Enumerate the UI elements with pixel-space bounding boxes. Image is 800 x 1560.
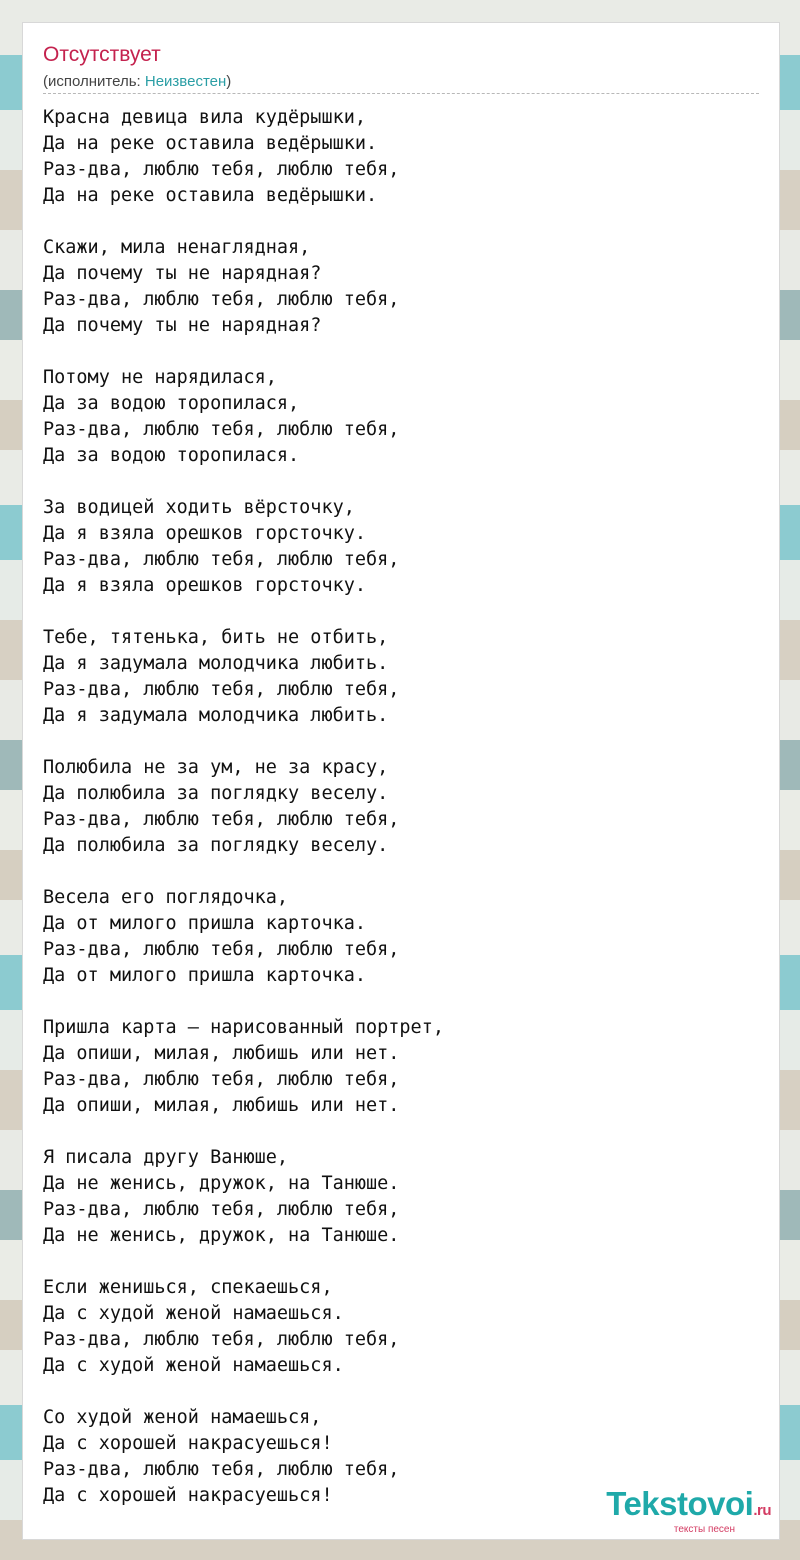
title-divider [43,93,759,94]
artist-link[interactable]: Неизвестен [144,73,227,90]
lyrics-text: Красна девица вила кудёрышки, Да на реке оставила ведёрышки. Раз-два, люблю тебя, люблю тебя, Да на реке оставила ведёрышки. Скажи, мила ненаглядная, Да почему ты не нарядная? Раз-два, люблю тебя, люблю тебя, Да почему ты не нарядная? Потому не нарядилася, Да за водою торопилася, Раз-два, люблю тебя, люблю тебя, Да за водою торопилася. За водицей ходить вёрсточку, Да я взяла орешков горсточку. Раз-два, люблю тебя, люблю тебя, Да я взяла орешков горсточку. Тебе, тятенька, бить не отбить, Да я задумала молодчика любить. Раз-два, люблю тебя, люблю тебя, Да я задумала молодчика любить. Полюбила не за ум, не за красу, Да полюбила за поглядку веселу. Раз-два, люблю тебя, люблю тебя, Да полюбила за поглядку веселу. Весела его поглядочка, Да от милого пришла карточка. Раз-два, люблю тебя, люблю тебя, Да от милого пришла карточка. Пришла карта — нарисованный портрет, Да опиши, милая, любишь или нет. Раз-два, люблю тебя, люблю тебя, Да опиши, милая, любишь или нет. Я писала другу Ванюше, Да не женись, дружок, на Танюше. Раз-два, люблю тебя, люблю тебя, Да не женись, дружок, на Танюше. Если женишься, спекаешься, Да с худой женой намаешься. Раз-два, люблю тебя, люблю тебя, Да с худой женой намаешься. Со худой женой намаешься, Да с хорошей накрасуешься! Раз-два, люблю тебя, люблю тебя, Да с хорошей накрасуешься! [43,107,444,1506]
logo-tld: .ru [753,1502,771,1519]
artist-suffix: ) [226,73,232,90]
site-logo[interactable] [606,1487,771,1535]
artist-prefix: (исполнитель: [43,73,145,90]
logo-name: Tekstovoi [606,1485,754,1522]
logo-tagline: тексты песен [673,1524,735,1535]
lyrics-card [22,22,780,1540]
song-title: Отсутствует [43,43,161,66]
artist-line [43,73,231,90]
